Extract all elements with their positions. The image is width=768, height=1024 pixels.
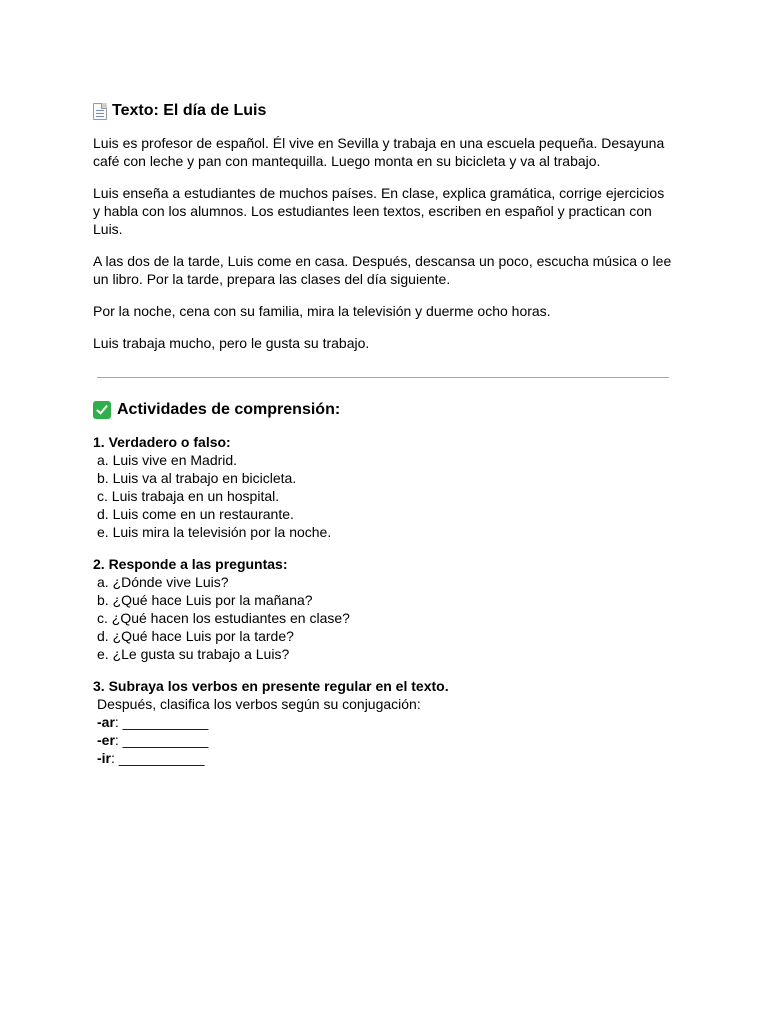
conjugation-label-er: -er [97, 732, 115, 748]
list-item: a. ¿Dónde vive Luis? [97, 574, 229, 590]
list-item: d. Luis come en un restaurante. [97, 506, 294, 522]
list-item: b. ¿Qué hace Luis por la mañana? [97, 592, 313, 608]
list-item: b. Luis va al trabajo en bicicleta. [97, 470, 297, 486]
conjugation-label-ir: -ir [97, 750, 111, 766]
conjugation-blank-ar: : ___________ [114, 714, 209, 730]
document-page [93, 100, 673, 767]
paragraph-3: A las dos de la tarde, Luis come en casa. Después, descansa un poco, escucha música o lee un libro. Por la tarde, prepara las clases del día siguiente. [93, 253, 672, 287]
section-divider [97, 377, 669, 378]
check-icon [93, 401, 111, 419]
conjugation-row-ar [93, 713, 673, 731]
paragraph-4: Por la noche, cena con su familia, mira la televisión y duerme ocho horas. [93, 303, 551, 319]
list-item: e. Luis mira la televisión por la noche. [97, 524, 332, 540]
list-item: d. ¿Qué hace Luis por la tarde? [97, 628, 294, 644]
activities-heading [93, 401, 673, 419]
question-3-instruction: Después, clasifica los verbos según su conjugación: [97, 696, 421, 712]
conjugation-row-er [93, 731, 673, 749]
conjugation-label-ar: -ar [97, 714, 115, 730]
conjugation-row-ir [93, 749, 673, 767]
paragraph-2: Luis enseña a estudiantes de muchos países. En clase, explica gramática, corrige ejercicios y habla con los alumnos. Los estudiantes leen textos, escriben en español y practican con Luis. [93, 185, 665, 237]
conjugation-blank-er: : ___________ [114, 732, 209, 748]
text-section-title: Texto: El día de Luis [112, 102, 267, 119]
list-item: c. ¿Qué hacen los estudiantes en clase? [97, 610, 350, 626]
list-item: a. Luis vive en Madrid. [97, 452, 238, 468]
list-item: c. Luis trabaja en un hospital. [97, 488, 280, 504]
paragraph-1: Luis es profesor de español. Él vive en Sevilla y trabaja en una escuela pequeña. Desayuna café con leche y pan con mantequilla. Luego monta en su bicicleta y va al trabajo. [93, 135, 665, 169]
conjugation-blank-ir: : ___________ [111, 750, 205, 766]
question-3 [93, 677, 673, 767]
question-3-title: 3. Subraya los verbos en presente regular en el texto. [93, 678, 449, 694]
list-item: e. ¿Le gusta su trabajo a Luis? [97, 646, 290, 662]
paragraph-5: Luis trabaja mucho, pero le gusta su trabajo. [93, 335, 370, 351]
activities-title: Actividades de comprensión: [117, 401, 341, 418]
text-section-heading [93, 102, 673, 120]
question-1 [93, 433, 673, 541]
question-1-title: 1. Verdadero o falso: [93, 434, 231, 450]
question-2 [93, 555, 673, 663]
question-2-title: 2. Responde a las preguntas: [93, 556, 288, 572]
document-icon [93, 103, 107, 120]
